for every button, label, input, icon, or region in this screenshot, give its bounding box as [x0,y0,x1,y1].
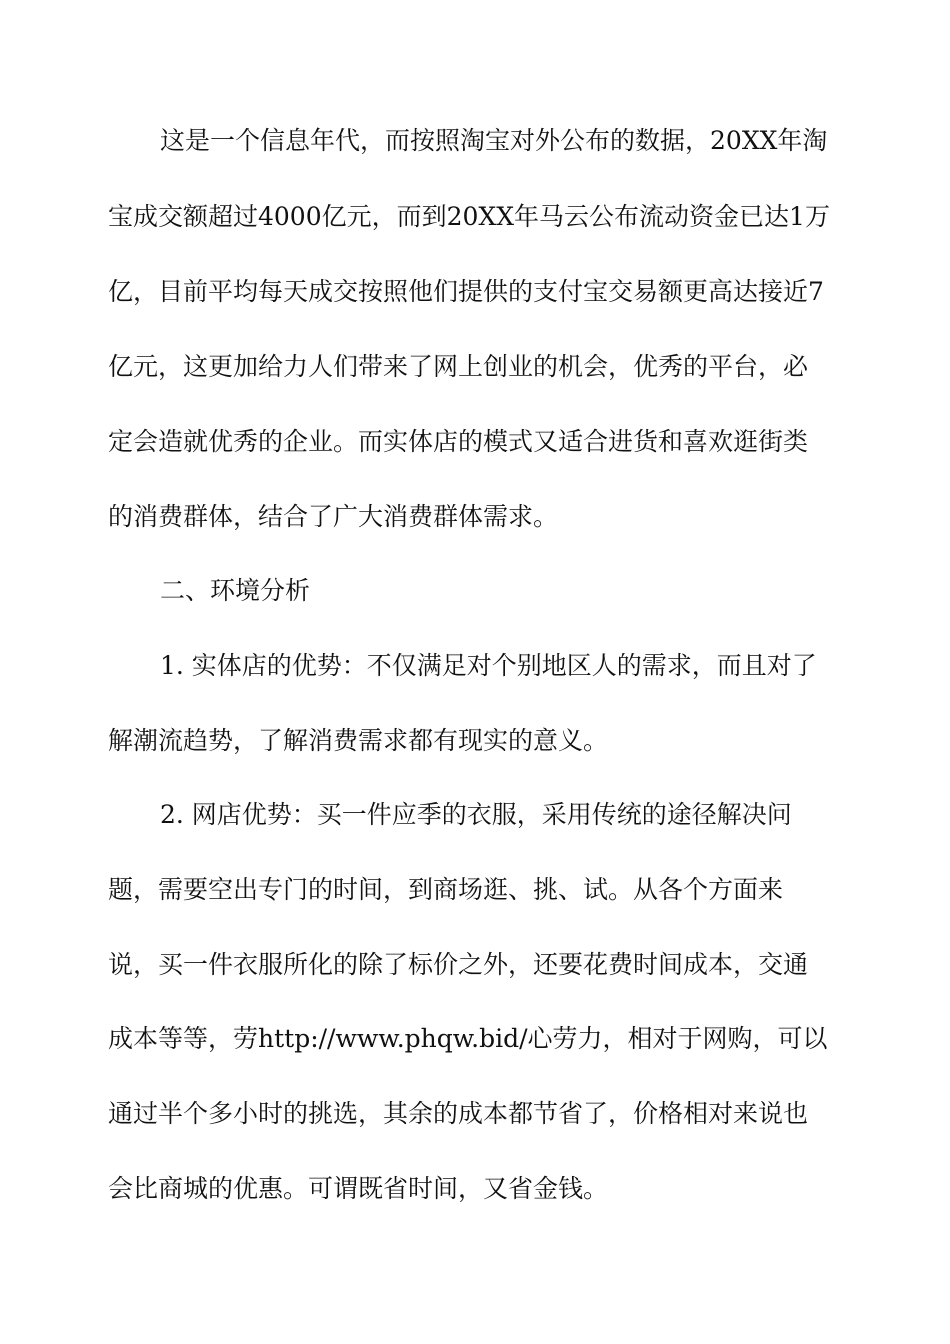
paragraph-intro-line-2: 宝成交额超过4000亿元，而到20XX年马云公布流动资金已达1万 [108,202,830,231]
point-2-line-1: 2. 网店优势：买一件应季的衣服，采用传统的途径解决问 [160,800,792,829]
section-heading: 二、环境分析 [160,576,311,605]
paragraph-intro-line-1: 这是一个信息年代，而按照淘宝对外公布的数据，20XX年淘 [160,126,828,155]
point-1-line-1: 1. 实体店的优势：不仅满足对个别地区人的需求，而且对了 [160,651,817,680]
paragraph-intro-line-6: 的消费群体，结合了广大消费群体需求。 [108,502,559,531]
paragraph-intro-line-5: 定会造就优秀的企业。而实体店的模式又适合进货和喜欢逛街类 [108,427,809,456]
point-2-line-6: 会比商城的优惠。可谓既省时间，又省金钱。 [108,1174,609,1203]
paragraph-intro-line-3: 亿，目前平均每天成交按照他们提供的支付宝交易额更高达接近7 [108,277,824,306]
point-2-line-3: 说，买一件衣服所化的除了标价之外，还要花费时间成本，交通 [108,950,809,979]
point-2-line-2: 题，需要空出专门的时间，到商场逛、挑、试。从各个方面来 [108,875,784,904]
point-1-line-2: 解潮流趋势，了解消费需求都有现实的意义。 [108,726,609,755]
point-2-line-5: 通过半个多小时的挑选，其余的成本都节省了，价格相对来说也 [108,1099,809,1128]
point-2-line-4: 成本等等，劳http://www.phqw.bid/心劳力，相对于网购，可以 [108,1024,828,1053]
paragraph-intro-line-4: 亿元，这更加给力人们带来了网上创业的机会，优秀的平台，必 [108,352,809,381]
